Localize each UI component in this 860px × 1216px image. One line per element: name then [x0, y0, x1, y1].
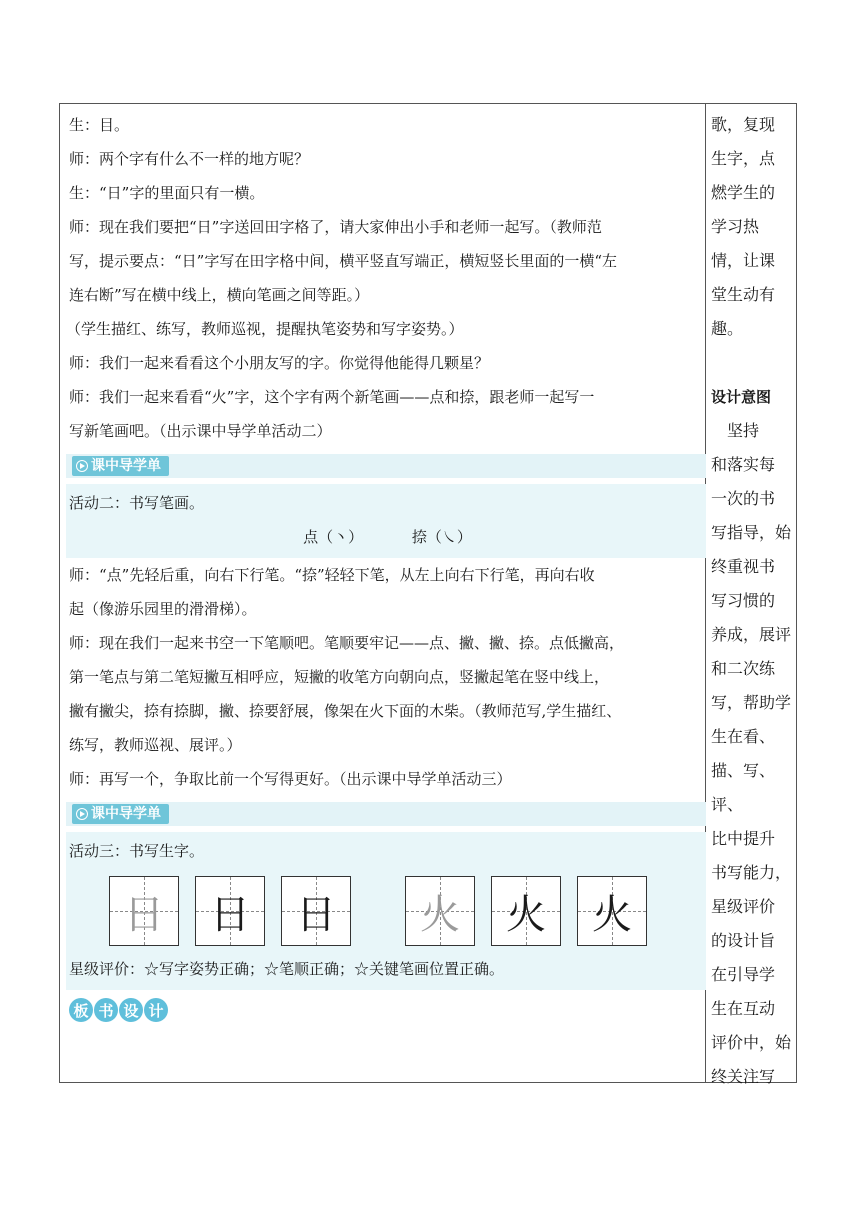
side-line: 和落实每 — [711, 455, 776, 474]
side-line: 评价中，始 — [711, 1033, 792, 1052]
side-line: 星级评价 — [711, 897, 776, 916]
dialogue-line: 师：我们一起来看看这个小朋友写的字。你觉得他能得几颗星？ — [69, 354, 490, 372]
side-line: 坚持 — [711, 421, 760, 440]
stroke-na: 捺（㇏） — [411, 528, 472, 546]
side-line: 终关注写 — [711, 1067, 776, 1086]
side-line: 书写能力， — [711, 863, 792, 882]
main-column — [66, 108, 706, 1022]
stroke-list — [69, 520, 706, 554]
model-char: 火 — [506, 891, 546, 938]
side-line: 燃学生的 — [711, 183, 776, 202]
activity-title: 活动二：书写笔画。 — [69, 494, 205, 512]
design-intent-title: 设计意图 — [711, 388, 772, 406]
trace-char: 火 — [420, 891, 460, 938]
dialogue-line: 写，提示要点：“日”字写在田字格中间，横平竖直写端正，横短竖长里面的一横“左 — [69, 252, 618, 270]
dialogue-line: （学生描红、练写，教师巡视，提醒执笔姿势和写字姿势。） — [66, 320, 464, 338]
side-line: 比中提升 — [711, 829, 776, 848]
dialogue-line: 师：“点”先轻后重，向右下行笔。“捺”轻轻下笔，从左上向右下行笔，再向右收 — [69, 566, 595, 584]
activity-2-box — [66, 484, 706, 558]
tianzige-cell — [195, 876, 265, 946]
side-line: 学习热 — [711, 217, 760, 236]
board-title-char: 板 — [69, 998, 93, 1022]
side-line: 生在看、 — [711, 727, 776, 746]
dialogue-line: 第一笔点与第二笔短撇互相呼应，短撇的收笔方向朝向点，竖撇起笔在竖中线上， — [69, 668, 610, 686]
dialogue-line: 生：“日”字的里面只有一横。 — [69, 184, 265, 202]
guide-label-text: 课中导学单 — [91, 806, 161, 822]
dialogue-line: 师：现在我们要把“日”字送回田字格了，请大家伸出小手和老师一起写。（教师范 — [69, 218, 602, 236]
dialogue-line: 练写，教师巡视、展评。） — [69, 736, 242, 754]
board-title-char: 书 — [94, 998, 118, 1022]
side-line: 描、写、评、 — [711, 761, 776, 814]
trace-char: 日 — [124, 891, 164, 938]
model-char: 火 — [592, 891, 632, 938]
side-line: 和二次练 — [711, 659, 776, 678]
dialogue-line: 师：现在我们一起来书空一下笔顺吧。笔顺要牢记——点、撇、撇、捺。点低撇高， — [69, 634, 625, 652]
dialogue-line: 师：再写一个，争取比前一个写得更好。（出示课中导学单活动三） — [69, 770, 512, 788]
dialogue-line: 师：两个字有什么不一样的地方呢？ — [69, 150, 310, 168]
guide-label — [72, 456, 169, 476]
guide-banner — [66, 454, 706, 478]
dialogue-line: 生：目。 — [69, 116, 130, 134]
side-line: 趣。 — [711, 319, 744, 338]
activity-3-box — [66, 832, 706, 990]
dialogue-line: 起（像游乐园里的滑滑梯）。 — [69, 600, 257, 618]
star-rating: 星级评价：☆写字姿势正确；☆笔顺正确；☆关键笔画位置正确。 — [69, 960, 505, 978]
tianzige-cell — [491, 876, 561, 946]
board-title-char: 计 — [144, 998, 168, 1022]
dialogue-line: 师：我们一起来看看“火”字，这个字有两个新笔画——点和捺，跟老师一起写一 — [69, 388, 595, 406]
tianzige-cell — [109, 876, 179, 946]
side-line: 的设计旨 — [711, 931, 776, 950]
side-line: 生在互动 — [711, 999, 776, 1018]
model-char: 日 — [210, 891, 250, 938]
side-line: 写指导，始 — [711, 523, 792, 542]
activity-title: 活动三：书写生字。 — [69, 842, 205, 860]
side-line: 写，帮助学 — [711, 693, 792, 712]
tianzige-cell — [577, 876, 647, 946]
side-line: 生字，点 — [711, 149, 776, 168]
side-line: 养成，展评 — [711, 625, 792, 644]
guide-label — [72, 804, 169, 824]
model-char: 日 — [296, 891, 336, 938]
side-line: 在引导学 — [711, 965, 776, 984]
dialogue-line: 写新笔画吧。（出示课中导学单活动二） — [69, 422, 332, 440]
side-line: 堂生动有 — [711, 285, 776, 304]
design-intent-column — [707, 108, 797, 1094]
guide-label-text: 课中导学单 — [91, 458, 161, 474]
lesson-table — [59, 103, 797, 1086]
play-circle-icon — [76, 460, 88, 472]
side-line: 写习惯的 — [711, 591, 776, 610]
stroke-dot: 点（丶） — [303, 528, 364, 546]
tianzige-cell — [405, 876, 475, 946]
side-line: 一次的书 — [711, 489, 776, 508]
board-design-title — [69, 998, 706, 1022]
play-circle-icon — [76, 808, 88, 820]
side-line: 情，让课 — [711, 251, 776, 270]
tianzige-cell — [281, 876, 351, 946]
side-line: 终重视书 — [711, 557, 776, 576]
dialogue-line: 连右断”写在横中线上，横向笔画之间等距。） — [69, 286, 370, 304]
side-line: 歌，复现 — [711, 115, 776, 134]
guide-banner — [66, 802, 706, 826]
dialogue-line: 撇有撇尖，捺有捺脚，撇、捺要舒展，像架在火下面的木柴。（教师范写,学生描红、 — [69, 702, 622, 720]
board-title-char: 设 — [119, 998, 143, 1022]
tianzige-grid-row — [69, 868, 706, 952]
